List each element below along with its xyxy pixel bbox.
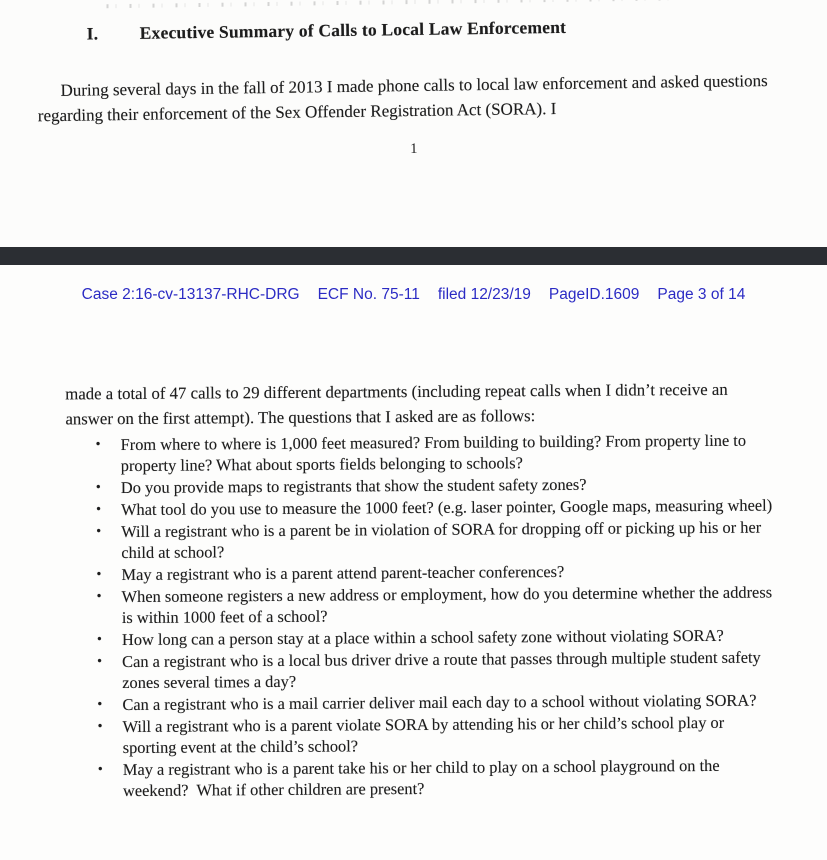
page-2 bbox=[0, 265, 827, 860]
section-heading-title: Executive Summary of Calls to Local Law Enforcement bbox=[139, 16, 567, 43]
bullet-marker: • bbox=[96, 567, 102, 583]
clipped-text-remnant bbox=[106, 0, 681, 8]
question-text: When someone registers a new address or employment, how do you determine whether the address is within 1000 feet of a school? bbox=[121, 582, 777, 628]
page-1-page-number: 1 bbox=[410, 140, 418, 158]
question-text: How long can a person stay at a place within a school safety zone without violating SORA? bbox=[121, 625, 724, 650]
question-text: May a registrant who is a parent take his or her child to play on a school playground on the weekend? What if other children are present? bbox=[122, 755, 724, 801]
bullet-marker: • bbox=[95, 480, 101, 496]
question-list-item bbox=[96, 429, 774, 476]
question-text: From where to where is 1,000 feet measured? From building to building? From property line to property line? What about sports fields belonging to schools? bbox=[120, 430, 751, 476]
stamp-filed-date: filed 12/23/19 bbox=[437, 286, 531, 303]
stamp-page-id: PageID.1609 bbox=[548, 286, 640, 303]
stamp-case-number: Case 2:16-cv-13137-RHC-DRG bbox=[81, 286, 300, 303]
page-2-content bbox=[0, 262, 827, 860]
question-list-item bbox=[97, 581, 775, 628]
stamp-ecf-number: ECF No. 75-11 bbox=[317, 286, 420, 303]
question-text: Will a registrant who is a parent violate SORA by attending his or her child’s school play or sporting event at the child’s school? bbox=[122, 712, 729, 758]
question-list-item bbox=[97, 646, 775, 693]
question-text: May a registrant who is a parent attend parent-teacher conferences? bbox=[121, 561, 565, 585]
bullet-marker: • bbox=[95, 502, 101, 518]
question-list-item bbox=[98, 754, 776, 801]
bullet-marker: • bbox=[95, 437, 101, 453]
question-text: Will a registrant who is a parent be in violation of SORA for dropping off or picking up his or her child at school? bbox=[121, 517, 766, 563]
bullet-marker: • bbox=[96, 524, 102, 540]
bullet-marker: • bbox=[97, 697, 103, 713]
bullet-marker: • bbox=[97, 654, 103, 670]
question-list-item bbox=[96, 516, 774, 563]
bullet-marker: • bbox=[96, 589, 102, 605]
stamp-page-count: Page 3 of 14 bbox=[657, 286, 746, 303]
section-number: I. bbox=[86, 23, 99, 44]
page-1-content bbox=[0, 0, 827, 253]
question-text: Do you provide maps to registrants that show the student safety zones? bbox=[120, 474, 587, 498]
page-1 bbox=[0, 0, 827, 247]
section-heading bbox=[87, 17, 567, 45]
bullet-marker: • bbox=[97, 762, 103, 778]
page-2-paragraph: made a total of 47 calls to 29 different departments (including repeat calls when I didn’t receive an answer on the first attempt). The questions that I asked are as follows: bbox=[65, 379, 728, 429]
question-text: What tool do you use to measure the 1000 feet? (e.g. laser pointer, Google maps, measuring wheel) bbox=[120, 495, 773, 520]
question-list-item bbox=[97, 711, 775, 758]
question-list bbox=[96, 429, 777, 802]
bullet-marker: • bbox=[97, 719, 103, 735]
bullet-marker: • bbox=[96, 632, 102, 648]
page-1-paragraph: During several days in the fall of 2013 I made phone calls to local law enforcement and asked questions regarding their enforcement of the Sex Offender Registration Act (SORA). I bbox=[37, 71, 768, 126]
question-text: Can a registrant who is a mail carrier deliver mail each day to a school without violating SORA? bbox=[122, 690, 757, 715]
question-text: Can a registrant who is a local bus driver drive a route that passes through multiple student safety zones several times a day? bbox=[122, 647, 765, 693]
